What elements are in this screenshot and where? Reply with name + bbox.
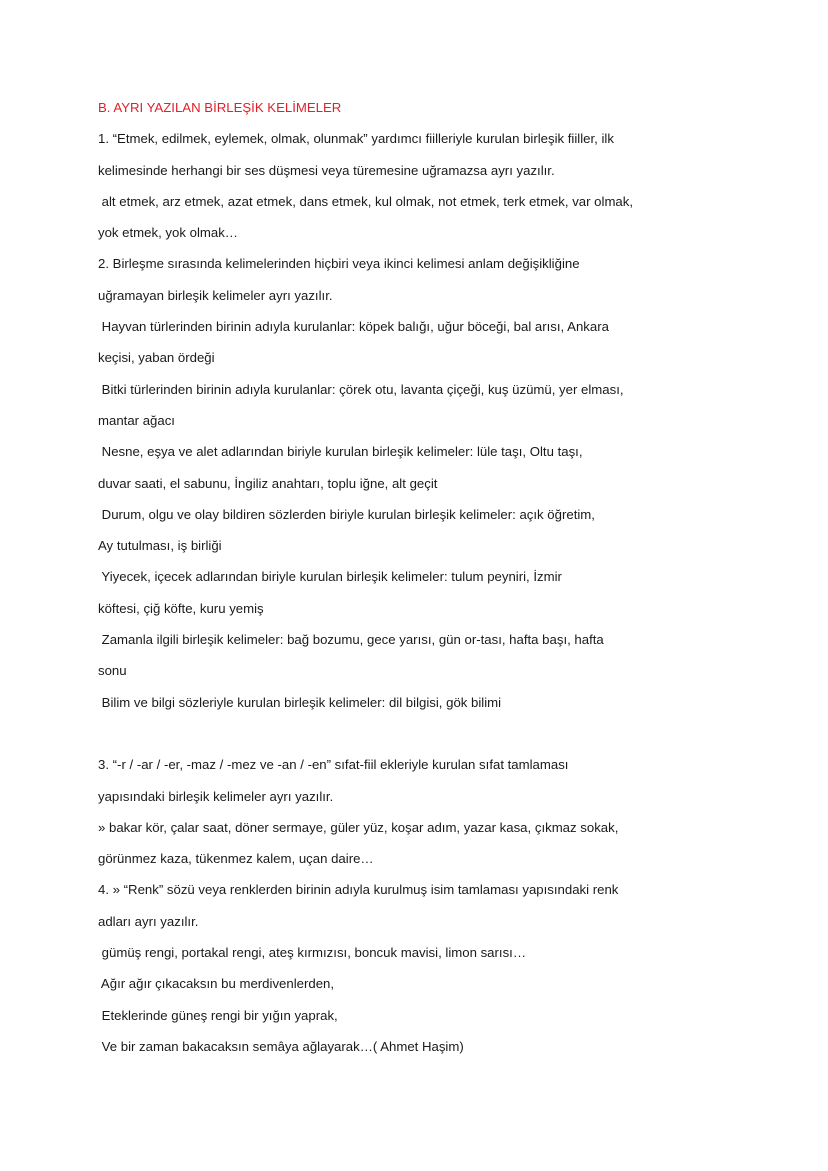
text-line: 4. » “Renk” sözü veya renklerden birinin adıyla kurulmuş isim tamlaması yapısındaki renk	[98, 882, 619, 898]
text-line: 3. “-r / -ar / -er, -maz / -mez ve -an / -en” sıfat-fiil ekleriyle kurulan sıfat tamlaması	[98, 757, 569, 773]
paragraph-gap	[98, 722, 738, 753]
text-line: Nesne, eşya ve alet adlarından biriyle kurulan birleşik kelimeler: lüle taşı, Oltu taşı,	[98, 444, 583, 460]
text-line: adları ayrı yazılır.	[98, 913, 199, 929]
text-line: Ağır ağır çıkacaksın bu merdivenlerden,	[98, 976, 335, 992]
text-line: alt etmek, arz etmek, azat etmek, dans etmek, kul olmak, not etmek, terk etmek, var olmak,	[98, 193, 634, 209]
text-line: Zamanla ilgili birleşik kelimeler: bağ bozumu, gece yarısı, gün or-tası, hafta başı, hafta	[98, 632, 604, 648]
text-line: Ay tutulması, iş birliği	[98, 538, 222, 554]
text-line: köftesi, çiğ köfte, kuru yemiş	[98, 600, 264, 616]
text-block-1	[98, 127, 738, 722]
text-line: 2. Birleşme sırasında kelimelerinden hiçbiri veya ikinci kelimesi anlam değişikliğine	[98, 256, 580, 272]
text-line: görünmez kaza, tükenmez kalem, uçan daire…	[98, 851, 374, 867]
text-line: Bitki türlerinden birinin adıyla kurulanlar: çörek otu, lavanta çiçeği, kuş üzümü, yer elması,	[98, 381, 624, 397]
text-line: kelimesinde herhangi bir ses düşmesi veya türemesine uğramazsa ayrı yazılır.	[98, 162, 555, 178]
section-heading: B. AYRI YAZILAN BİRLEŞİK KELİMELER	[98, 100, 342, 115]
text-line: Eteklerinde güneş rengi bir yığın yaprak,	[98, 1007, 338, 1023]
text-line: yok etmek, yok olmak…	[98, 225, 238, 241]
text-line: 1. “Etmek, edilmek, eylemek, olmak, olunmak” yardımcı fiilleriyle kurulan birleşik fiiller, ilk	[98, 131, 614, 147]
text-line: gümüş rengi, portakal rengi, ateş kırmızısı, boncuk mavisi, limon sarısı…	[98, 945, 527, 961]
text-line: Yiyecek, içecek adlarından biriyle kurulan birleşik kelimeler: tulum peyniri, İzmir	[98, 569, 562, 585]
text-line: yapısındaki birleşik kelimeler ayrı yazılır.	[98, 788, 334, 804]
text-line: mantar ağacı	[98, 412, 175, 428]
text-line: Ve bir zaman bakacaksın semâya ağlayarak…( Ahmet Haşim)	[98, 1038, 464, 1054]
text-line: uğramayan birleşik kelimeler ayrı yazılır.	[98, 287, 333, 303]
text-line: sonu	[98, 663, 127, 679]
text-line: Bilim ve bilgi sözleriyle kurulan birleşik kelimeler: dil bilgisi, gök bilimi	[98, 694, 502, 710]
text-line: duvar saati, el sabunu, İngiliz anahtarı, toplu iğne, alt geçit	[98, 475, 438, 491]
text-line: Durum, olgu ve olay bildiren sözlerden biriyle kurulan birleşik kelimeler: açık öğretim,	[98, 506, 595, 522]
text-line: Hayvan türlerinden birinin adıyla kurulanlar: köpek balığı, uğur böceği, bal arısı, Ankara	[98, 319, 609, 335]
text-line: » bakar kör, çalar saat, döner sermaye, güler yüz, koşar adım, yazar kasa, çıkmaz sokak,	[98, 819, 619, 835]
text-line: keçisi, yaban ördeği	[98, 350, 215, 366]
document-page	[98, 96, 738, 1066]
text-block-2	[98, 753, 738, 1066]
